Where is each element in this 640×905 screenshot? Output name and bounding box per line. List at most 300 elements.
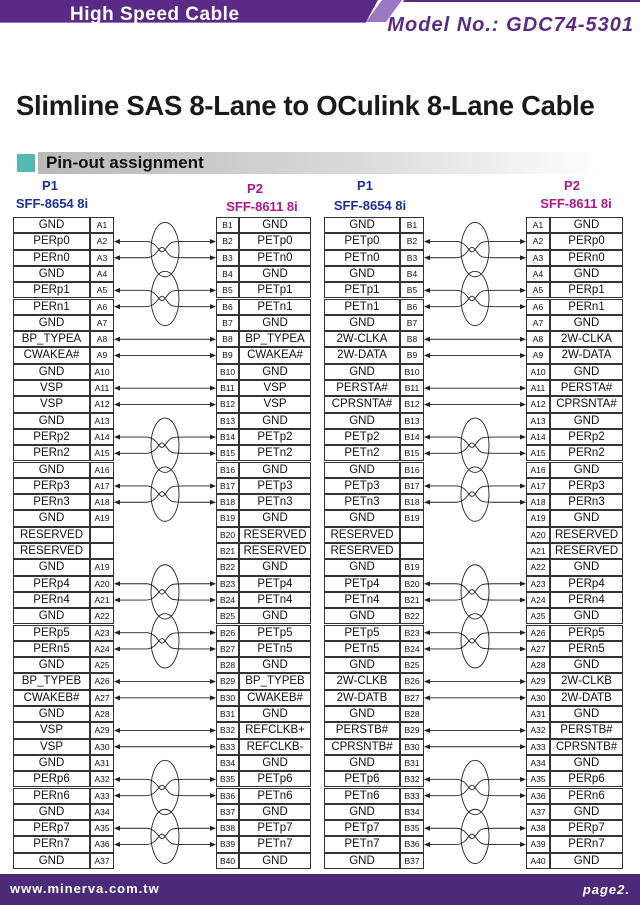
left-p1-pin: A31	[90, 755, 114, 771]
right-p1-pin: B27	[400, 690, 424, 706]
left-p1-signal: PERn5	[13, 641, 90, 657]
left-p1-pin: A37	[90, 853, 114, 869]
left-p2-pin: B13	[216, 413, 239, 429]
left-p1-pin: A29	[90, 722, 114, 738]
right-p2-pin: A2	[526, 233, 550, 249]
left-p1-signal: GND	[13, 755, 90, 771]
right-p2-signal: RESERVED	[550, 543, 623, 559]
header-category: High Speed Cable	[70, 4, 240, 25]
arrow-head	[424, 435, 430, 440]
right-p2-pin: A15	[526, 445, 550, 461]
right-p2-pin: A13	[526, 413, 550, 429]
left-p2-signal: PETn5	[239, 641, 311, 657]
left-p1-signal: GND	[13, 217, 90, 233]
arrow-head	[520, 386, 526, 391]
right-p1-signal: PETn5	[324, 641, 400, 657]
right-p1-pin: B11	[400, 380, 424, 396]
left-p1-pin: A24	[90, 641, 114, 657]
right-p2-signal: CPRSNTB#	[550, 739, 623, 755]
right-p2-signal: GND	[550, 315, 623, 331]
right-p1-signal: 2W-DATA	[324, 347, 400, 363]
right-p1-signal: RESERVED	[324, 543, 400, 559]
arrow-head	[210, 288, 216, 293]
right-p2-signal: PERp1	[550, 282, 623, 298]
arrow-head	[210, 744, 216, 749]
footer-url: www.minerva.com.tw	[10, 881, 160, 896]
right-p1-pin: B4	[400, 266, 424, 282]
arrow-head	[424, 777, 430, 782]
left-p2-pin: B19	[216, 510, 239, 526]
arrow-head	[520, 500, 526, 505]
right-p2-signal: GND	[550, 413, 623, 429]
arrow-head	[424, 304, 430, 309]
right-p2-pin: A40	[526, 853, 550, 869]
left-p2-pin: B2	[216, 233, 239, 249]
left-p2-pin: B7	[216, 315, 239, 331]
left-p2-signal: GND	[239, 413, 311, 429]
left-p2-signal: GND	[239, 462, 311, 478]
left-p1-signal: VSP	[13, 396, 90, 412]
right-p1-pin: B31	[400, 755, 424, 771]
left-p1-signal: PERp4	[13, 576, 90, 592]
right-p2-pin: A23	[526, 576, 550, 592]
right-p2-pin: A7	[526, 315, 550, 331]
right-p1-signal: PETp3	[324, 478, 400, 494]
right-p1-signal: GND	[324, 559, 400, 575]
right-p1-signal: PETp6	[324, 771, 400, 787]
arrow-head	[114, 435, 120, 440]
right-p1-signal: PETp1	[324, 282, 400, 298]
right-p1-signal: GND	[324, 364, 400, 380]
arrow-head	[210, 435, 216, 440]
right-p1-signal: PETn1	[324, 299, 400, 315]
right-p1-signal: GND	[324, 755, 400, 771]
arrow-head	[210, 581, 216, 586]
right-p2-signal: GND	[550, 706, 623, 722]
pair-wire	[119, 834, 211, 844]
left-p1-signal: PERn6	[13, 788, 90, 804]
arrow-head	[520, 630, 526, 635]
right-p1-pin: B26	[400, 673, 424, 689]
arrow-head	[114, 826, 120, 831]
left-p1-pin: A2	[90, 233, 114, 249]
pair-wire	[119, 296, 211, 306]
left-p1-pin: A3	[90, 250, 114, 266]
left-p2-pin: B24	[216, 592, 239, 608]
right-p2-signal: PERSTB#	[550, 722, 623, 738]
left-p2-signal: BP_TYPEA	[239, 331, 311, 347]
left-p1-pin: A7	[90, 315, 114, 331]
right-p2-signal: PERp6	[550, 771, 623, 787]
left-p2-signal: RESERVED	[239, 527, 311, 543]
left-p2-pin: B4	[216, 266, 239, 282]
arrow-head	[114, 239, 120, 244]
right-p2-label: P2	[564, 178, 580, 193]
right-p1-signal: PETn7	[324, 836, 400, 852]
left-p1-signal: VSP	[13, 722, 90, 738]
right-p1-pin: B17	[400, 478, 424, 494]
right-p2-pin: A18	[526, 494, 550, 510]
arrow-head	[114, 386, 120, 391]
arrow-head	[114, 695, 120, 700]
left-p1-pin: A11	[90, 380, 114, 396]
arrow-head	[520, 695, 526, 700]
arrow-head	[210, 386, 216, 391]
left-p2-signal: PETn7	[239, 836, 311, 852]
left-p2-signal: PETn1	[239, 299, 311, 315]
left-p2-pin: B34	[216, 755, 239, 771]
right-p2-signal: GND	[550, 804, 623, 820]
arrow-head	[424, 695, 430, 700]
left-p1-signal: VSP	[13, 380, 90, 396]
right-p1-signal: GND	[324, 804, 400, 820]
section-title: Pin-out assignment	[46, 153, 204, 172]
left-p2-pin: B21	[216, 543, 239, 559]
right-p1-signal: PETp0	[324, 233, 400, 249]
right-p2-signal: PERp4	[550, 576, 623, 592]
arrow-head	[520, 646, 526, 651]
right-p1-pin: B20	[400, 576, 424, 592]
left-p1-signal: GND	[13, 266, 90, 282]
left-p2-signal: GND	[239, 706, 311, 722]
left-p2-pin: B12	[216, 396, 239, 412]
pair-wire	[119, 492, 211, 502]
left-p2-pin: B36	[216, 788, 239, 804]
arrow-head	[114, 288, 120, 293]
arrow-head	[424, 728, 430, 733]
left-p1-signal: BP_TYPEA	[13, 331, 90, 347]
arrow-head	[520, 239, 526, 244]
arrow-head	[114, 402, 120, 407]
left-p2-pin: B31	[216, 706, 239, 722]
arrow-head	[210, 777, 216, 782]
right-p1-pin: B23	[400, 625, 424, 641]
pair-wire	[119, 247, 211, 257]
arrow-head	[210, 842, 216, 847]
right-p2-pin: A22	[526, 559, 550, 575]
left-p2-signal: GND	[239, 657, 311, 673]
arrow-head	[424, 826, 430, 831]
left-p1-signal: PERp0	[13, 233, 90, 249]
left-p2-signal: CWAKEB#	[239, 690, 311, 706]
left-p1-label: P1	[42, 178, 58, 193]
left-p1-pin: A35	[90, 820, 114, 836]
arrow-head	[424, 793, 430, 798]
arrow-head	[210, 826, 216, 831]
right-p1-signal: GND	[324, 510, 400, 526]
right-p1-pin: B2	[400, 233, 424, 249]
footer-band	[0, 874, 640, 905]
left-p2-signal: PETp5	[239, 625, 311, 641]
arrow-head	[210, 598, 216, 603]
right-p1-pin: B25	[400, 657, 424, 673]
right-p1-pin: B36	[400, 836, 424, 852]
left-p2-pin: B6	[216, 299, 239, 315]
arrow-head	[424, 353, 430, 358]
left-p1-pin: A6	[90, 299, 114, 315]
arrow-head	[114, 679, 120, 684]
left-p1-pin: A23	[90, 625, 114, 641]
left-p2-signal: GND	[239, 559, 311, 575]
right-p2-pin: A28	[526, 657, 550, 673]
right-p2-signal: GND	[550, 853, 623, 869]
right-p1-signal: PETp5	[324, 625, 400, 641]
right-p1-signal: GND	[324, 853, 400, 869]
arrow-head	[424, 255, 430, 260]
arrow-head	[114, 777, 120, 782]
pair-wire	[429, 247, 521, 257]
arrow-head	[210, 239, 216, 244]
right-p2-signal: GND	[550, 510, 623, 526]
arrow-head	[520, 483, 526, 488]
left-p1-signal: GND	[13, 853, 90, 869]
left-p1-pin: A9	[90, 347, 114, 363]
arrow-head	[424, 598, 430, 603]
left-p1-signal: GND	[13, 510, 90, 526]
left-p2-pin: B32	[216, 722, 239, 738]
right-p1-signal: PETp7	[324, 820, 400, 836]
left-p1-pin: A25	[90, 657, 114, 673]
right-p1-pin: B12	[400, 396, 424, 412]
pair-wire	[429, 443, 521, 453]
left-p2-signal: REFCLKB-	[239, 739, 311, 755]
left-p2-signal: GND	[239, 217, 311, 233]
left-p2-label: P2	[247, 181, 263, 196]
right-p1-pin: B24	[400, 641, 424, 657]
right-p2-pin: A32	[526, 722, 550, 738]
left-p1-pin: A34	[90, 804, 114, 820]
arrow-head	[520, 581, 526, 586]
left-p2-pin: B25	[216, 608, 239, 624]
right-p2-signal: PERp3	[550, 478, 623, 494]
right-p2-signal: PERn5	[550, 641, 623, 657]
left-p2-signal: PETn2	[239, 445, 311, 461]
right-p1-signal: PETn3	[324, 494, 400, 510]
right-p1-signal: GND	[324, 462, 400, 478]
right-p1-pin: B3	[400, 250, 424, 266]
right-p1-signal: GND	[324, 266, 400, 282]
left-p2-pin: B38	[216, 820, 239, 836]
left-p2-signal: PETp3	[239, 478, 311, 494]
right-p2-pin: A24	[526, 592, 550, 608]
right-p2-pin: A29	[526, 673, 550, 689]
arrow-head	[210, 255, 216, 260]
arrow-head	[114, 728, 120, 733]
left-p1-pin: A18	[90, 494, 114, 510]
left-p2-signal: VSP	[239, 396, 311, 412]
arrow-head	[114, 842, 120, 847]
left-p1-signal: GND	[13, 559, 90, 575]
right-p2-pin: A12	[526, 396, 550, 412]
right-p1-pin: B19	[400, 510, 424, 526]
arrow-head	[424, 451, 430, 456]
arrow-head	[520, 435, 526, 440]
pair-wire	[119, 785, 211, 795]
right-p1-pin: B9	[400, 347, 424, 363]
left-p2-pin: B11	[216, 380, 239, 396]
right-p2-signal: GND	[550, 364, 623, 380]
model-number: GDC74-5301	[506, 14, 634, 36]
arrow-head	[210, 695, 216, 700]
left-p2-signal: BP_TYPEB	[239, 673, 311, 689]
arrow-head	[520, 598, 526, 603]
pair-wire	[429, 492, 521, 502]
left-p1-signal: PERp2	[13, 429, 90, 445]
pair-wire	[119, 639, 211, 649]
left-p1-pin: A19	[90, 559, 114, 575]
arrow-head	[520, 451, 526, 456]
left-p2-connector: SFF-8611 8i	[226, 199, 298, 214]
right-p2-pin: A19	[526, 510, 550, 526]
left-p2-pin: B8	[216, 331, 239, 347]
right-p2-signal: RESERVED	[550, 527, 623, 543]
right-p1-signal: GND	[324, 413, 400, 429]
arrow-head	[210, 451, 216, 456]
arrow-head	[114, 581, 120, 586]
right-p2-signal: PERn3	[550, 494, 623, 510]
right-p1-pin: B7	[400, 315, 424, 331]
page-title: Slimline SAS 8-Lane to OCulink 8-Lane Cable	[16, 90, 595, 121]
left-p1-signal: PERn3	[13, 494, 90, 510]
left-p2-signal: GND	[239, 853, 311, 869]
left-p2-signal: VSP	[239, 380, 311, 396]
right-p2-pin: A37	[526, 804, 550, 820]
left-p1-signal: PERp7	[13, 820, 90, 836]
pair-wire	[429, 785, 521, 795]
arrow-head	[114, 255, 120, 260]
left-p2-signal: GND	[239, 804, 311, 820]
right-p2-pin: A31	[526, 706, 550, 722]
left-p2-pin: B28	[216, 657, 239, 673]
arrow-head	[424, 483, 430, 488]
right-p2-pin: A35	[526, 771, 550, 787]
right-p2-signal: GND	[550, 657, 623, 673]
left-p2-signal: PETp2	[239, 429, 311, 445]
right-p2-pin: A9	[526, 347, 550, 363]
pair-wire	[429, 590, 521, 600]
arrow-head	[114, 793, 120, 798]
arrow-head	[210, 630, 216, 635]
arrow-head	[424, 337, 430, 342]
arrow-head	[210, 402, 216, 407]
right-p1-pin: B1	[400, 217, 424, 233]
arrow-head	[520, 728, 526, 733]
left-p2-signal: PETn0	[239, 250, 311, 266]
right-p2-signal: PERn1	[550, 299, 623, 315]
arrow-head	[114, 337, 120, 342]
arrow-head	[424, 581, 430, 586]
arrow-head	[520, 793, 526, 798]
right-p2-signal: CPRSNTA#	[550, 396, 623, 412]
right-p2-signal: GND	[550, 217, 623, 233]
left-p1-pin: A5	[90, 282, 114, 298]
right-p2-pin: A33	[526, 739, 550, 755]
left-p1-signal: GND	[13, 657, 90, 673]
arrow-head	[520, 288, 526, 293]
left-p2-pin: B33	[216, 739, 239, 755]
right-p1-pin: B33	[400, 788, 424, 804]
left-p1-pin: A16	[90, 462, 114, 478]
right-p2-signal: 2W-CLKA	[550, 331, 623, 347]
right-p2-connector: SFF-8611 8i	[540, 196, 612, 211]
footer-page: page2.	[582, 882, 630, 897]
left-p1-pin: A12	[90, 396, 114, 412]
right-p1-signal: PETp4	[324, 576, 400, 592]
left-p1-pin: A15	[90, 445, 114, 461]
left-p2-pin: B17	[216, 478, 239, 494]
right-p1-pin: B29	[400, 722, 424, 738]
left-p2-pin: B37	[216, 804, 239, 820]
arrow-head	[424, 744, 430, 749]
left-p2-signal: PETp4	[239, 576, 311, 592]
arrow-head	[424, 842, 430, 847]
arrow-head	[424, 646, 430, 651]
right-p2-signal: PERn0	[550, 250, 623, 266]
right-p1-signal: GND	[324, 315, 400, 331]
arrow-head	[114, 598, 120, 603]
right-p2-pin: A25	[526, 608, 550, 624]
left-p2-signal: GND	[239, 266, 311, 282]
arrow-head	[114, 500, 120, 505]
left-p2-pin: B30	[216, 690, 239, 706]
pair-wire	[429, 296, 521, 306]
right-p2-signal: GND	[550, 266, 623, 282]
right-p2-pin: A27	[526, 641, 550, 657]
pair-wire	[119, 590, 211, 600]
right-p1-pin: B32	[400, 771, 424, 787]
arrow-head	[114, 744, 120, 749]
right-p1-signal: 2W-CLKB	[324, 673, 400, 689]
left-p1-pin: A14	[90, 429, 114, 445]
right-p1-signal: GND	[324, 657, 400, 673]
left-p2-pin: B22	[216, 559, 239, 575]
right-p2-signal: GND	[550, 608, 623, 624]
arrow-head	[114, 630, 120, 635]
left-p1-signal: PERn1	[13, 299, 90, 315]
right-p2-signal: 2W-CLKB	[550, 673, 623, 689]
left-p2-pin: B23	[216, 576, 239, 592]
right-p1-signal: RESERVED	[324, 527, 400, 543]
left-p1-signal: CWAKEA#	[13, 347, 90, 363]
right-p2-pin: A38	[526, 820, 550, 836]
left-p1-signal: GND	[13, 315, 90, 331]
right-p1-pin: B5	[400, 282, 424, 298]
right-p2-pin: A39	[526, 836, 550, 852]
right-p2-pin: A36	[526, 788, 550, 804]
arrow-head	[424, 630, 430, 635]
right-p2-pin: A17	[526, 478, 550, 494]
left-p1-signal: PERn4	[13, 592, 90, 608]
right-p2-pin: A5	[526, 282, 550, 298]
pair-wire	[429, 639, 521, 649]
left-p1-pin: A36	[90, 836, 114, 852]
left-p1-signal: VSP	[13, 739, 90, 755]
left-p2-pin: B15	[216, 445, 239, 461]
left-p1-pin: A22	[90, 608, 114, 624]
right-p1-signal: GND	[324, 706, 400, 722]
left-p1-pin: A28	[90, 706, 114, 722]
arrow-head	[210, 483, 216, 488]
right-p1-signal: PETn0	[324, 250, 400, 266]
right-p2-signal: PERp5	[550, 625, 623, 641]
right-p1-signal: PETn6	[324, 788, 400, 804]
right-p1-pin: B8	[400, 331, 424, 347]
right-p1-pin: B16	[400, 462, 424, 478]
left-p2-signal: PETn3	[239, 494, 311, 510]
arrow-head	[424, 386, 430, 391]
right-p2-pin: A20	[526, 527, 550, 543]
left-p2-pin: B16	[216, 462, 239, 478]
